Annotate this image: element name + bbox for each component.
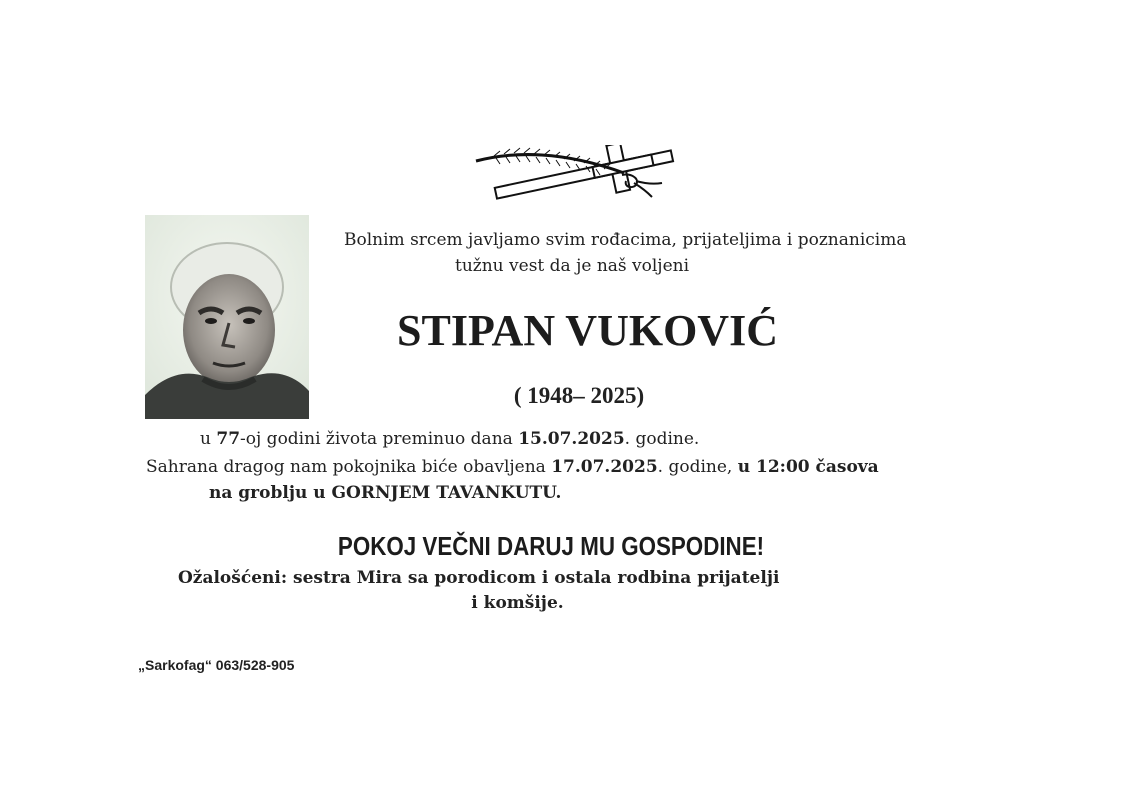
death-notice-line xyxy=(200,429,699,449)
intro-line-2: tužnu vest da je naš voljeni xyxy=(455,256,690,276)
life-years: ( 1948– 2025) xyxy=(513,383,645,408)
burial-place: na groblju u GORNJEM TAVANKUTU. xyxy=(209,483,562,503)
burial-date: 17.07.2025 xyxy=(551,457,658,477)
mourners-line-1: Ožalošćeni: sestra Mira sa porodicom i ostala rodbina prijatelji xyxy=(178,568,780,588)
funeral-company: „Sarkofag“ 063/528-905 xyxy=(138,657,295,673)
prayer-heading: POKOJ VEČNI DARUJ MU GOSPODINE! xyxy=(337,531,765,561)
burial-prefix: Sahrana dragog nam pokojnika biće obavljena xyxy=(146,457,552,477)
death-date: 15.07.2025 xyxy=(518,429,625,449)
burial-notice-line xyxy=(146,457,879,477)
burial-time: u 12:00 časova xyxy=(737,457,879,477)
death-suffix: . godine. xyxy=(624,429,700,449)
intro-line-1: Bolnim srcem javljamo svim rođacima, prijateljima i poznanicima xyxy=(344,230,907,250)
deceased-name: STIPAN VUKOVIĆ xyxy=(397,306,778,355)
death-prefix: u xyxy=(200,429,217,449)
burial-middle: . godine, xyxy=(657,457,738,477)
age-suffix: -oj godini života preminuo dana xyxy=(240,429,519,449)
mourners-line-2: i komšije. xyxy=(471,593,564,613)
cross-with-palm-branch-icon xyxy=(474,145,689,203)
age: 77 xyxy=(216,429,241,449)
